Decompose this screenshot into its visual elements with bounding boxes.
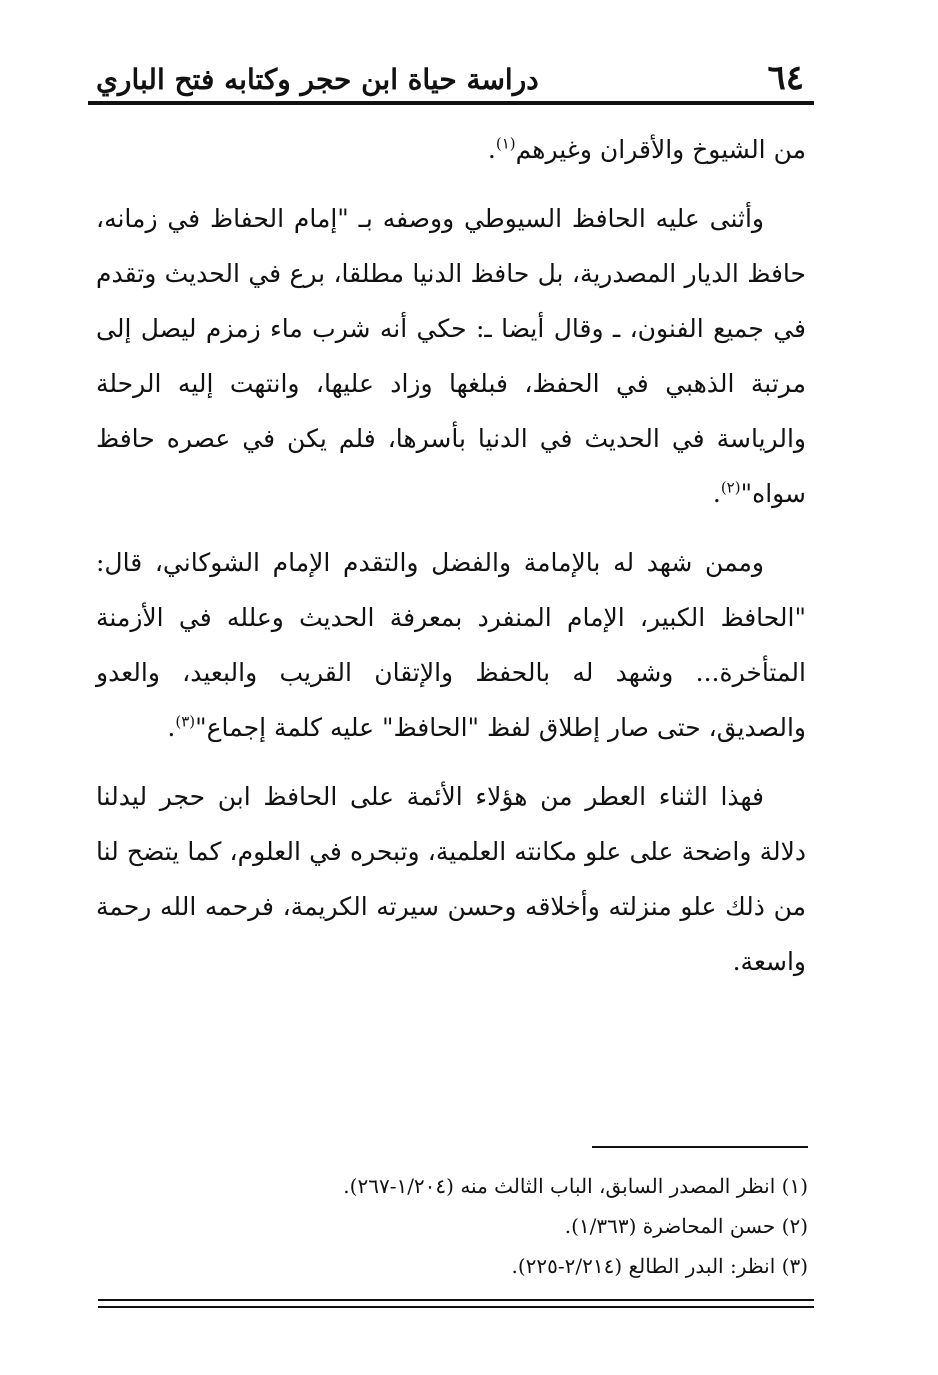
paragraph-text: وأثنى عليه الحافظ السيوطي ووصفه بـ "إمام الحفاظ في زمانه، حافظ الديار المصدرية، بل حافظ الدنيا مطلقا، برع في الحديث وتقدم في جميع الفنون، ـ وقال أيضا ـ: حكي أنه شرب ماء زمزم ليصل إلى مرتبة الذهبي في الحفظ، فبلغها وزاد عليها، وانتهت إليه الرحلة والرياسة في الحديث في الدنيا بأسرها، فلم يكن في عصره حافظ سواه" [96,204,806,508]
paragraph-4 [96,769,806,989]
header-rule [88,101,814,105]
main-text [96,122,806,1003]
page-header [96,58,814,102]
footnote-reference: (٣) [175,712,196,731]
paragraph-text: من الشيوخ والأقران وغيرهم [515,135,806,164]
footnote-separator [592,1146,808,1148]
bottom-rule-lower [98,1306,814,1308]
paragraph-tail: . [487,135,496,164]
running-title: دراسة حياة ابن حجر وكتابه فتح الباري [96,63,539,96]
paragraph-tail: . [167,713,176,742]
paragraph-tail: . [712,479,721,508]
paragraph-3 [96,535,806,755]
footnote-1: (١) انظر المصدر السابق، الباب الثالث منه (١/٢٠٤-٢٦٧). [343,1174,808,1198]
bottom-rule-upper [98,1299,814,1301]
footnote-2: (٢) حسن المحاضرة (١/٣٦٣). [564,1214,808,1238]
paragraph-2 [96,191,806,521]
footnote-reference: (٢) [720,478,741,497]
paragraph-text: فهذا الثناء العطر من هؤلاء الأئمة على الحافظ ابن حجر ليدلنا دلالة واضحة على علو مكانته العلمية، وتبحره في العلوم، كما يتضح لنا من ذلك علو منزلته وأخلاقه وحسن سيرته الكريمة، فرحمه الله رحمة واسعة. [96,782,806,976]
footnotes [148,1166,808,1286]
footnote-3: (٣) انظر: البدر الطالع (٢/٢١٤-٢٢٥). [511,1254,808,1278]
footnote-reference: (١) [495,134,516,153]
paragraph-text: وممن شهد له بالإمامة والفضل والتقدم الإمام الشوكاني، قال: "الحافظ الكبير، الإمام المنفرد بمعرفة الحديث وعلله في الأزمنة المتأخرة... وشهد له بالحفظ والإتقان القريب والبعيد، والعدو والصديق، حتى صار إطلاق لفظ "الحافظ" عليه كلمة إجماع" [96,548,806,742]
page-number: ٦٤ [767,58,804,98]
paragraph-1 [96,122,806,177]
